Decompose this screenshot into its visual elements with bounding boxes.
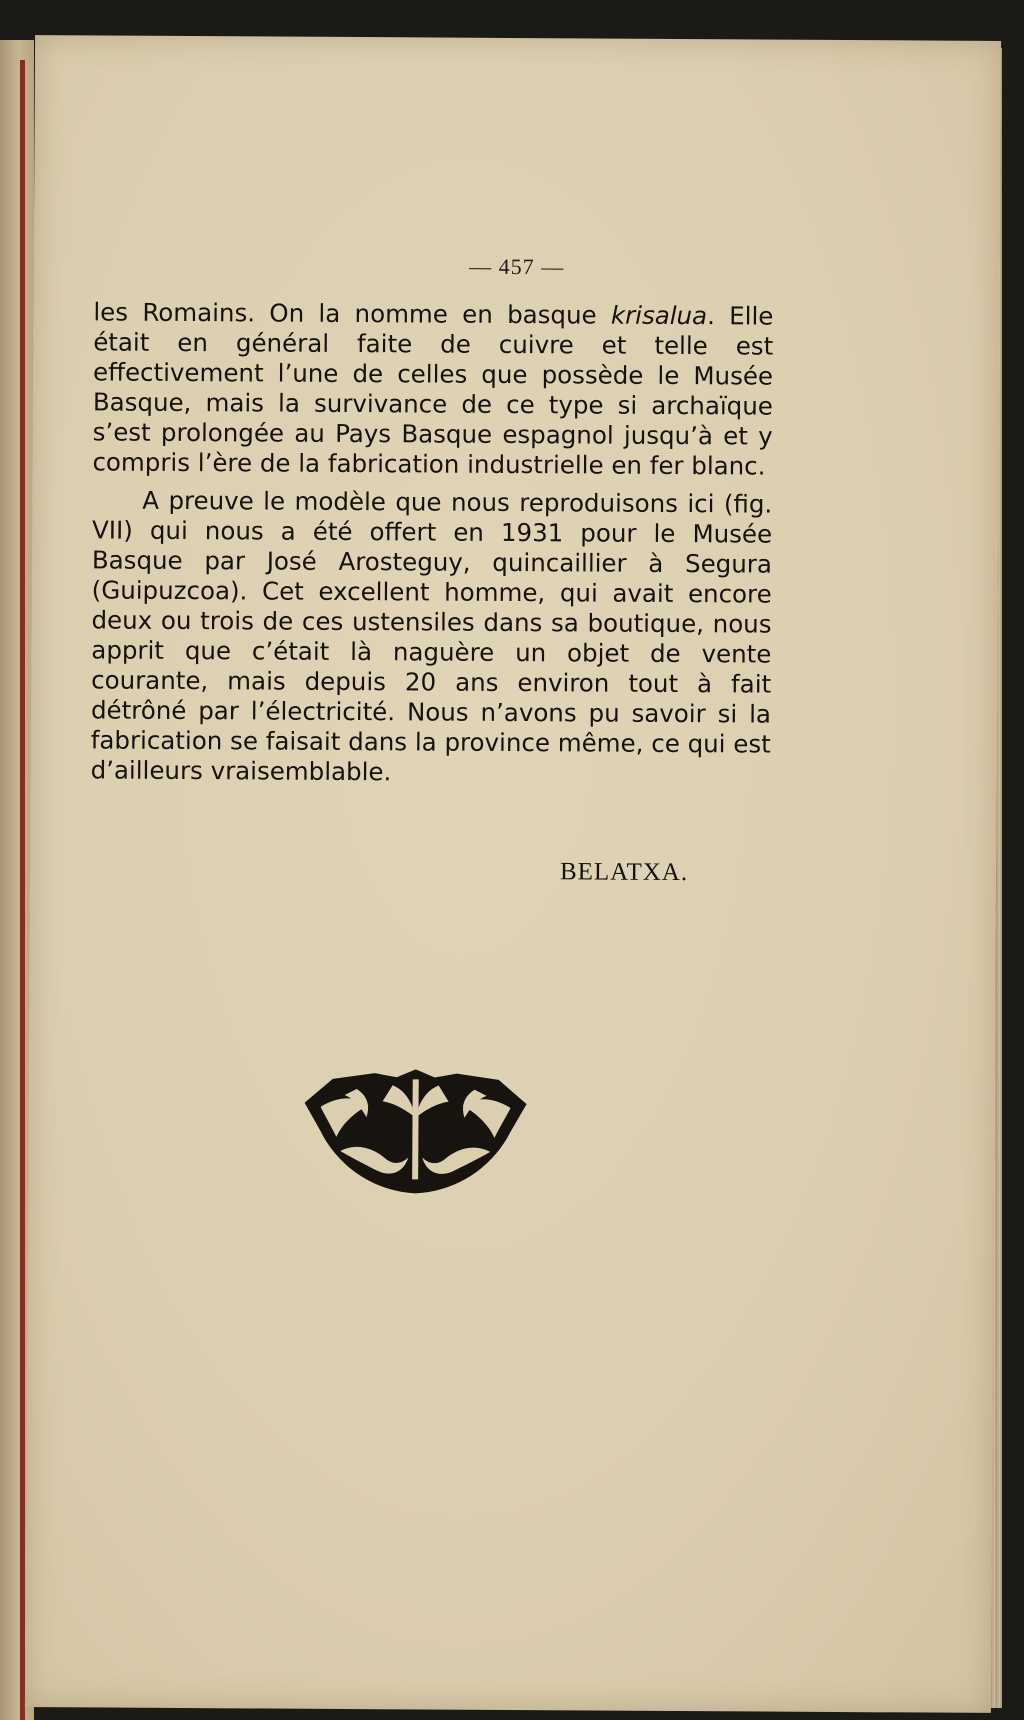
binding-edge [20, 60, 25, 1720]
paragraph-2: A preuve le modèle que nous reproduisons ici (fig. VII) qui nous a été offert en 1931 pour le Musée Basque par José Arosteguy, quincaillier à Segura (Guipuzcoa). Cet excellent homme, qui avait encore deux ou trois de ces ustensiles dans sa boutique, nous apprit que c’était là naguère un objet de vente courante, mais depuis 20 ans environ tout à fait détrôné par l’électricité. Nous n’avons pu savoir si la fabrication se faisait dans la province même, ce qui est d’ailleurs vraisemblable. [90, 485, 773, 787]
paragraph-1-start: les Romains. On la nomme en basque [93, 297, 612, 330]
basque-term: krisalua [610, 300, 708, 331]
paragraph-1-end: . Elle était en général faite de cuivre et telle est effectivement l’une de celles que possède le Musée Basque, mais la survivance de ce type si archaïque s’est prolongée au Pays Basque espagnol jusqu’à et y compris l’ère de la fabrication industrielle en fer blanc. [92, 301, 774, 481]
body-text [91, 297, 774, 789]
paragraph-1 [92, 297, 773, 481]
page-number: — 457 — [469, 253, 565, 280]
book-page [25, 35, 1001, 1713]
half-rosette-ornament-icon [296, 1067, 535, 1208]
author-signature: BELATXA. [559, 858, 689, 887]
